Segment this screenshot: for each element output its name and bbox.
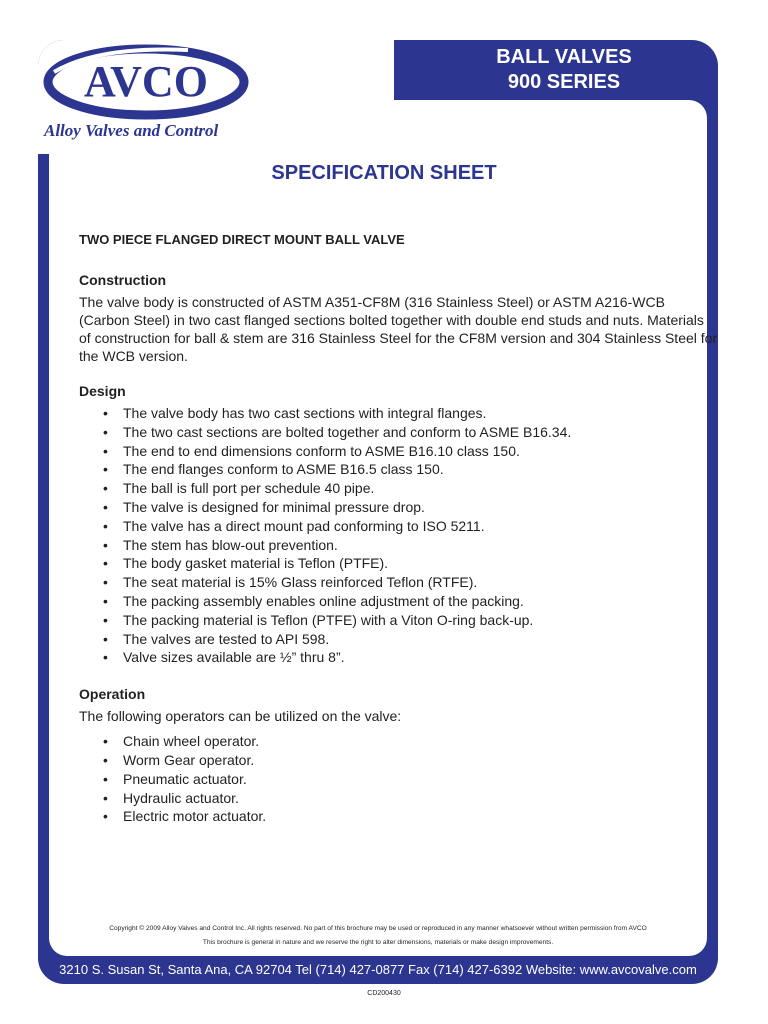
copyright-notice xyxy=(49,922,707,950)
list-item: • Hydraulic actuator. xyxy=(101,789,719,808)
product-subtitle: TWO PIECE FLANGED DIRECT MOUNT BALL VALVE xyxy=(79,232,405,247)
product-series xyxy=(470,45,658,95)
disclaimer-line: This brochure is general in nature and we reserve the right to alter dimensions, materials or make design improvements. xyxy=(202,939,554,946)
list-item: • The stem has blow-out prevention. xyxy=(101,536,719,555)
list-item: • The packing material is Teflon (PTFE) with a Viton O-ring back-up. xyxy=(101,611,719,630)
construction-text: The valve body is constructed of ASTM A351-CF8M (316 Stainless Steel) or ASTM A216-WCB (Carbon Steel) in two cast flanged sections bolted together with double end studs and nuts. Materials of construction for ball & stem are 316 Stainless Steel for the CF8M version and 304 Stainless Steel for the WCB version. xyxy=(79,294,718,364)
list-item: • Chain wheel operator. xyxy=(101,732,719,751)
copyright-line: Copyright © 2009 Alloy Valves and Control Inc. All rights reserved. No part of this brochure may be used or reproduced in any manner whatsoever without written permission from AVCO xyxy=(109,925,647,932)
list-item: • The body gasket material is Teflon (PTFE). xyxy=(101,554,719,573)
page-title: SPECIFICATION SHEET xyxy=(271,162,497,184)
company-tagline: Alloy Valves and Control xyxy=(44,121,219,140)
operation-heading: Operation xyxy=(79,686,146,703)
list-item: • Pneumatic actuator. xyxy=(101,770,719,789)
design-list xyxy=(101,404,719,667)
list-item: • Electric motor actuator. xyxy=(101,807,719,826)
footer-contact-info: 3210 S. Susan St, Santa Ana, CA 92704 Tel (714) 427-0877 Fax (714) 427-6392 Website: www.avcovalve.com xyxy=(59,962,697,977)
construction-heading: Construction xyxy=(79,272,167,288)
list-item: • The valve body has two cast sections with integral flanges. xyxy=(101,404,719,423)
spec-content xyxy=(79,231,719,844)
list-item: • The end flanges conform to ASME B16.5 class 150. xyxy=(101,460,719,479)
operation-intro: The following operators can be utilized on the valve: xyxy=(79,708,402,725)
list-item: • The valve is designed for minimal pressure drop. xyxy=(101,498,719,517)
list-item: • The valves are tested to API 598. xyxy=(101,630,719,649)
product-series-name: 900 SERIES xyxy=(507,71,621,93)
list-item: • The valve has a direct mount pad conforming to ISO 5211. xyxy=(101,517,719,536)
list-item: • Worm Gear operator. xyxy=(101,751,719,770)
list-item: • The end to end dimensions conform to ASME B16.10 class 150. xyxy=(101,442,719,461)
logo-wordmark: AVCO xyxy=(84,57,208,106)
list-item: • The seat material is 15% Glass reinforced Teflon (RTFE). xyxy=(101,573,719,592)
document-code: CD200430 xyxy=(367,990,401,997)
list-item: • The packing assembly enables online adjustment of the packing. xyxy=(101,592,719,611)
list-item: • Valve sizes available are ½” thru 8”. xyxy=(101,648,719,667)
design-heading: Design xyxy=(79,383,126,399)
list-item: • The ball is full port per schedule 40 pipe. xyxy=(101,479,719,498)
product-line-title: BALL VALVES xyxy=(496,46,632,68)
operation-list xyxy=(101,732,719,826)
list-item: • The two cast sections are bolted together and conform to ASME B16.34. xyxy=(101,423,719,442)
avco-logo xyxy=(38,42,258,122)
